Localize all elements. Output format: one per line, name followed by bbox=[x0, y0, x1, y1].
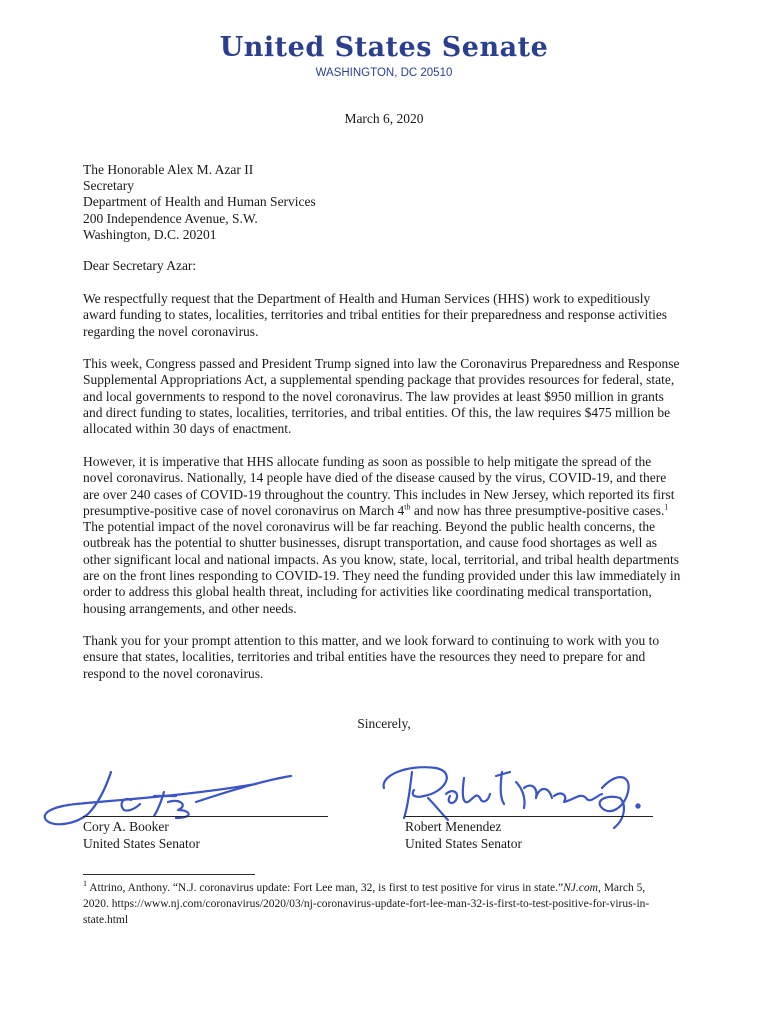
footnote-marker: 1 bbox=[83, 879, 87, 889]
footnote-text-a: Attrino, Anthony. “N.J. coronavirus update: Fort Lee man, 32, is first to test positive for virus in state.” bbox=[87, 882, 564, 894]
recipient-city: Washington, D.C. 20201 bbox=[83, 226, 217, 242]
recipient-name: The Honorable Alex M. Azar II bbox=[83, 162, 254, 177]
recipient-address bbox=[83, 162, 316, 243]
paragraph-3-text-b: and now has three presumptive-positive cases. bbox=[410, 502, 665, 518]
body-paragraph-4: Thank you for your prompt attention to this matter, and we look forward to continuing to work with you to ensure that states, localities, territories and tribal entities have the resources they need to prepare for and respond to the novel coronavirus. bbox=[83, 633, 660, 681]
signatory-name: Robert Menendez bbox=[405, 819, 502, 834]
paragraph-3-text-a: However, it is imperative that HHS allocate funding as soon as possible to help mitigate the spread of the novel coronavirus. Nationally, 14 people have died of the disease caused by the virus, COVID-19, and there are over 240 cases of COVID-19 throughout the country. This includes in New Jersey, which reported its first presumptive-positive case of novel coronavirus on March 4 bbox=[83, 454, 675, 518]
letter-date: March 6, 2020 bbox=[344, 111, 424, 126]
letterhead-title: United States Senate bbox=[219, 32, 549, 63]
salutation: Dear Secretary Azar: bbox=[83, 258, 197, 273]
signatory-name: Cory A. Booker bbox=[83, 819, 169, 834]
footnote-source: NJ.com bbox=[563, 882, 598, 894]
body-paragraph-2: This week, Congress passed and President Trump signed into law the Coronavirus Preparedness and Response Supplemental Appropriations Act, a supplemental spending package that provides resources for federal, state, and local governments to respond to the novel coronavirus. The law provides at least $950 million in grants and direct funding to states, localities, territories, and tribal entities. Of this, the law requires $475 million be allocated within 30 days of enactment. bbox=[83, 356, 680, 437]
footnote-text-b: , March 5, 2020. https://www.nj.com/coronavirus/2020/03/nj-coronavirus-update-fort-lee-man-32-is-first-to-test-positive-for-virus-in-state.html bbox=[83, 882, 650, 926]
recipient-street: 200 Independence Avenue, S.W. bbox=[83, 210, 258, 226]
paragraph-3-text-c: The potential impact of the novel coronavirus will be far reaching. Beyond the public health concerns, the outbreak has the potential to shutter businesses, disrupt transportation, and cause food shortages as well as other significant local and national impacts. As you know, state, local, territorial, and tribal health departments are on the front lines responding to COVID-19. They need the funding provided under this law immediately in order to address this global health threat, including for activities like coordinating medical transportation, housing arrangements, and other needs. bbox=[83, 519, 681, 616]
closing: Sincerely, bbox=[357, 716, 411, 731]
letterhead-address: WASHINGTON, DC 20510 bbox=[315, 67, 453, 79]
signature-line-left bbox=[83, 816, 328, 817]
recipient-department: Department of Health and Human Services bbox=[83, 194, 316, 210]
footnote-reference: 1 bbox=[664, 502, 669, 512]
signatory-booker bbox=[83, 818, 200, 852]
recipient-title: Secretary bbox=[83, 178, 134, 194]
signatory-title: United States Senator bbox=[405, 836, 522, 851]
ordinal-superscript: th bbox=[404, 502, 411, 512]
signatory-menendez bbox=[405, 818, 522, 852]
footnote bbox=[83, 880, 673, 928]
body-paragraph-1: We respectfully request that the Department of Health and Human Services (HHS) work to expeditiously award funding to states, localities, territories and tribal entities for their preparedness and response activities regarding the novel coronavirus. bbox=[83, 291, 668, 339]
signatory-title: United States Senator bbox=[83, 836, 200, 851]
body-paragraph-3 bbox=[83, 454, 683, 617]
signature-line-right bbox=[405, 816, 653, 817]
footnote-divider bbox=[83, 874, 255, 875]
